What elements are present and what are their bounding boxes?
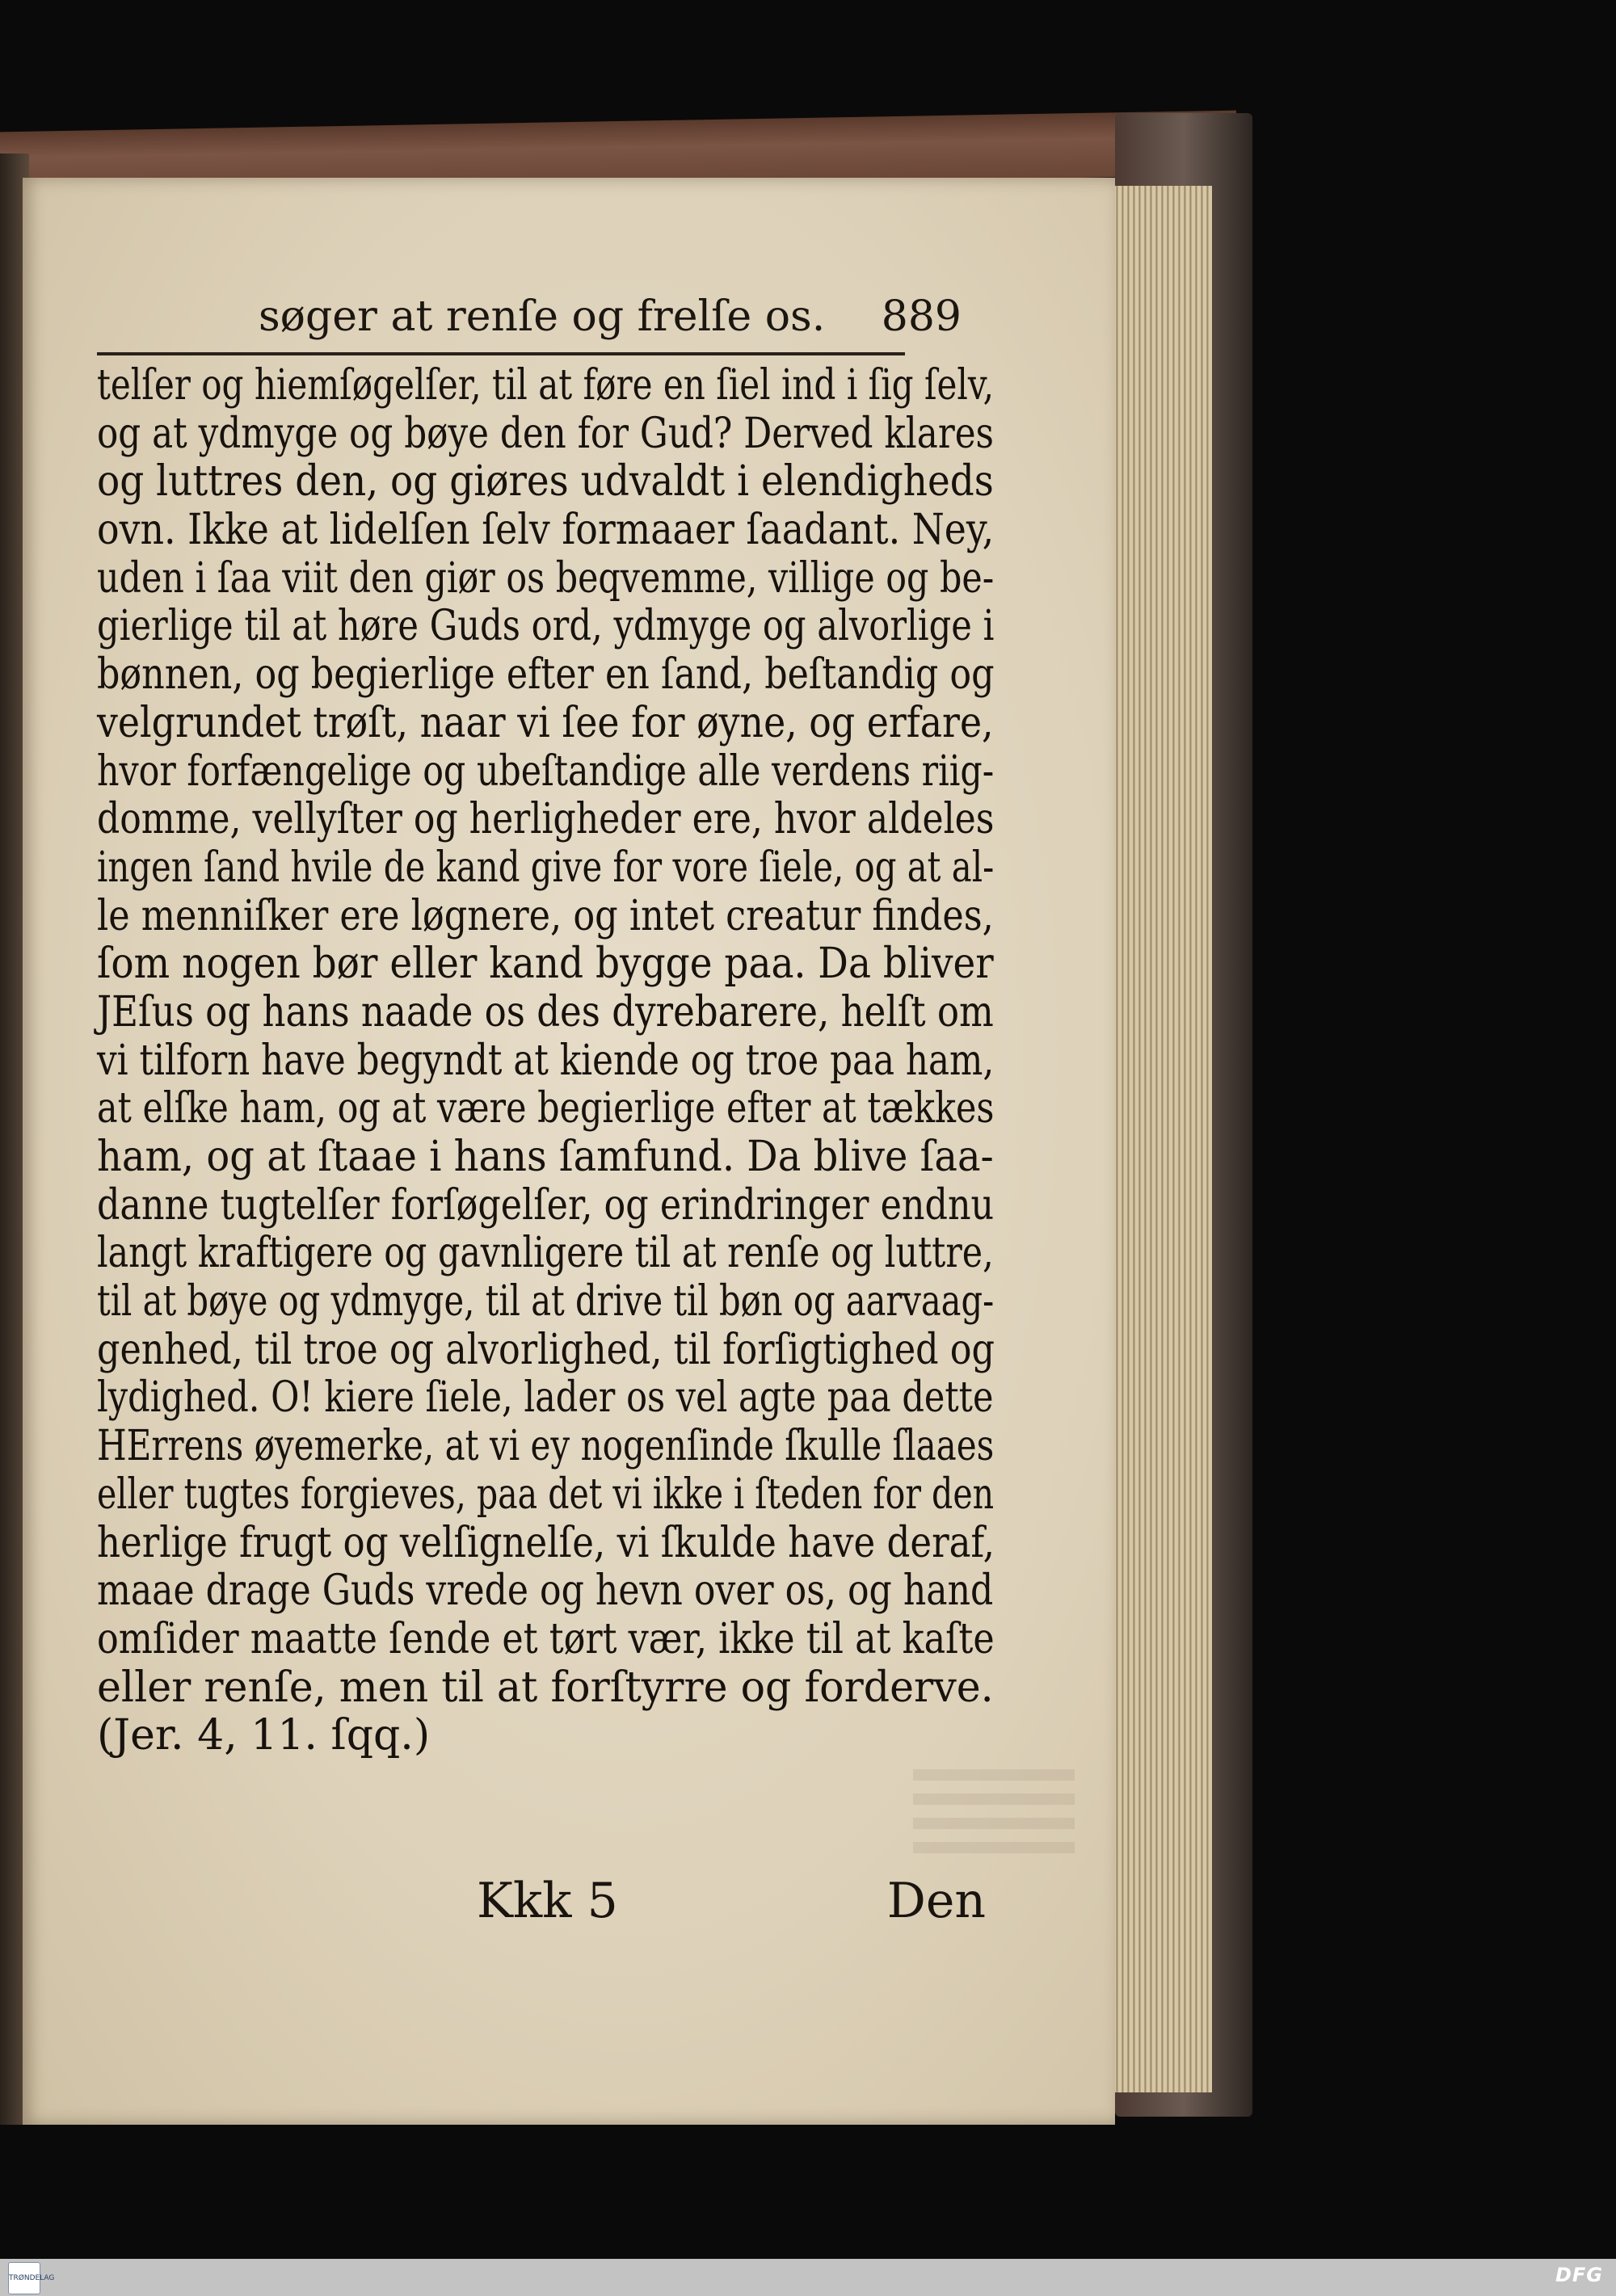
funder-logo: DFG <box>1555 2264 1603 2286</box>
text-line: maae drage Guds vrede og hevn over os, og hand <box>97 1566 994 1616</box>
running-head <box>259 292 962 351</box>
text-line: eller tugtes forgieves, paa det vi ikke i ſteden for den <box>97 1470 995 1519</box>
text-line: ſom nogen bør eller kand bygge paa. Da bliver <box>97 940 994 989</box>
text-line: omſider maatte ſende et tørt vær, ikke til at kaſte <box>97 1614 995 1663</box>
page-footer <box>97 1873 986 1937</box>
text-line: til at bøye og ydmyge, til at drive til bøn og aarvaag- <box>97 1277 995 1327</box>
body-text <box>97 362 994 1760</box>
text-line: langt kraftigere og gavnligere til at renſe og luttre, <box>97 1229 994 1278</box>
text-line: ham, og at ſtaae i hans ſamfund. Da blive ſaa- <box>97 1133 994 1181</box>
text-line: JEſus og hans naade os des dyrebarere, helſt om <box>97 987 994 1037</box>
text-line: bønnen, og begierlige efter en ſand, beſtandig og <box>97 650 995 700</box>
text-line: uden i ſaa viit den giør os beqvemme, villige og be- <box>97 553 995 603</box>
text-line: og luttres den, og giøres udvaldt i elendigheds <box>97 457 994 507</box>
text-line: ovn. Ikke at lidelſen ſelv formaaer ſaadant. Ney, <box>97 506 995 555</box>
text-line: vi tilforn have begyndt at kiende og troe paa ham, <box>97 1036 995 1085</box>
text-line: herlige frugt og velſignelſe, vi ſkulde have deraf, <box>97 1518 995 1567</box>
text-line: danne tugtelſer forſøgelſer, og erindringer endnu <box>97 1180 995 1230</box>
text-line: at elſke ham, og at være begierlige efter at tækkes <box>97 1084 995 1133</box>
running-head-title: søger at renſe og frelſe os. <box>259 292 826 341</box>
show-through-text <box>913 1769 1075 1858</box>
text-line: telſer og hiemſøgelſer, til at føre en ſiel ind i ſig ſelv, <box>97 361 995 410</box>
page-edges <box>1107 186 1212 2092</box>
text-line: (Jer. 4, 11. ſqq.) <box>97 1711 431 1760</box>
text-line: hvor forfængelige og ubeſtandige alle verdens riig- <box>97 746 995 796</box>
text-line: lydighed. O! kiere ſiele, lader os vel agte paa dette <box>97 1373 994 1423</box>
text-line: ingen ſand hvile de kand give for vore ſiele, og at al- <box>97 843 995 892</box>
text-line: HErrens øyemerke, at vi ey nogenſinde ſkulle ſlaaes <box>97 1422 995 1471</box>
text-line: le menniſker ere løgnere, og intet creatur findes, <box>97 891 994 940</box>
text-line: og at ydmyge og bøye den for Gud? Derved klares <box>97 409 994 458</box>
text-line: domme, vellyſter og herligheder ere, hvor aldeles <box>97 795 995 844</box>
text-line: velgrundet trøſt, naar vi ſee for øyne, og erfare, <box>97 698 994 747</box>
signature-mark: Kkk 5 <box>477 1873 618 1929</box>
text-line: gierlige til at høre Guds ord, ydmyge og alvorlige i <box>97 602 995 651</box>
page-number: 889 <box>881 292 962 341</box>
text-line: genhed, til troe og alvorlighed, til forſigtighed og <box>97 1325 995 1374</box>
header-rule <box>97 352 905 355</box>
viewer-bottom-bar <box>0 2259 1616 2296</box>
text-line: eller renſe, men til at forſtyrre og forderve. <box>97 1663 994 1712</box>
library-logo-icon: TRØNDELAG <box>8 2262 40 2294</box>
catchword: Den <box>886 1873 986 1929</box>
